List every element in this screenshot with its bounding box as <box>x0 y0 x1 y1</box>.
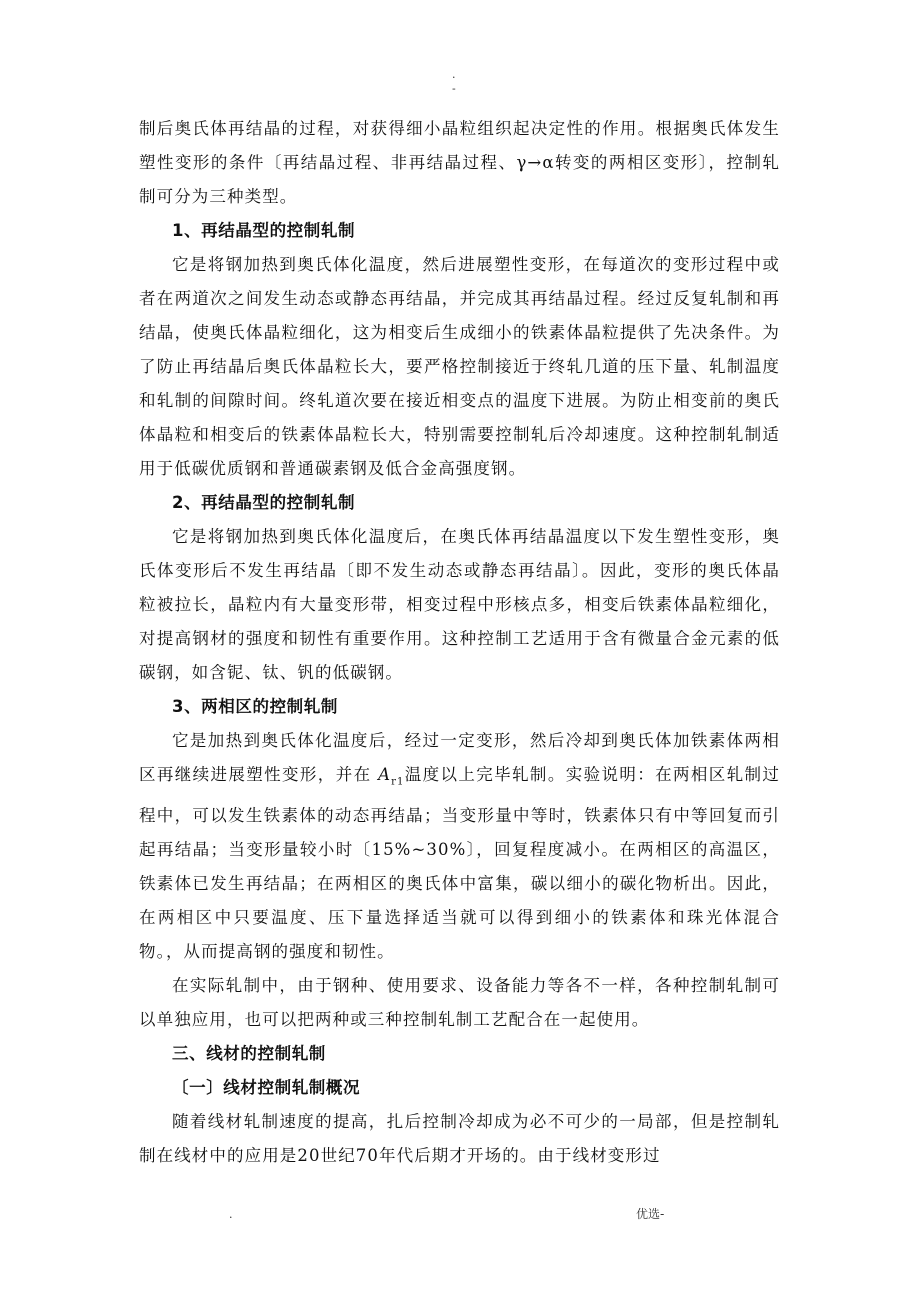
footer-dot: . <box>229 1208 233 1221</box>
header-dash: - <box>452 82 456 95</box>
heading-two-phase-region: 3、两相区的控制轧制 <box>172 697 338 716</box>
paragraph-two-phase-part-b: 温度以上完毕轧制。实验说明：在两相区轧制过程中，可以发生铁素体的动态再结晶；当变形量中等时，铁素体只有中等回复而引起再结晶；当变形量较小时〔15%~30%〕，回复程度减小。在两相区的高温区，铁素体已发生再结晶；在两相区的奥氏体中富集，碳以细小的碳化物析出。因此，在两相区中只要温度、压下量选择适当就可以得到细小的铁素体和珠光体混合物。，从而提高钢的强度和韧性。 <box>139 765 780 962</box>
page-header-mark <box>452 68 456 96</box>
document-body <box>139 112 780 1173</box>
paragraph-non-recrystallization-type: 它是将钢加热到奥氏体化温度后，在奥氏体再结晶温度以下发生塑性变形，奥氏体变形后不发生再结晶〔即不发生动态或静态再结晶〕。因此，变形的奥氏体晶粒被拉长，晶粒内有大量变形带，相变过程中形核点多，相变后铁素体晶粒细化，对提高钢材的强度和韧性有重要作用。这种控制工艺适用于含有微量合金元素的低碳钢，如含铌、钛、钒的低碳钢。 <box>139 527 780 682</box>
heading-recrystallization-type: 1、再结晶型的控制轧制 <box>172 221 356 240</box>
symbol-r1-subscript: r1 <box>391 776 405 788</box>
heading-wire-rod-control-rolling: 三、线材的控制轧制 <box>172 1044 326 1064</box>
heading-non-recrystallization-type: 2、再结晶型的控制轧制 <box>172 493 356 512</box>
paragraph-wire-rod-overview: 随着线材轧制速度的提高，扎后控制冷却成为必不可少的一局部，但是控制轧制在线材中的应用是20世纪70年代后期才开场的。由于线材变形过 <box>139 1112 780 1166</box>
paragraph-recrystallization-type: 它是将钢加热到奥氏体化温度，然后进展塑性变形，在每道次的变形过程中或者在两道次之间发生动态或静态再结晶，并完成其再结晶过程。经过反复轧制和再结晶，使奥氏体晶粒细化，这为相变后生成细小的铁素体晶粒提供了先决条件。为了防止再结晶后奥氏体晶粒长大，要严格控制接近于终轧几道的压下量、轧制温度和轧制的间隙时间。终轧道次要在接近相变点的温度下进展。为防止相变前的奥氏体晶粒和相变后的铁素体晶粒长大，特别需要控制轧后冷却速度。这种控制轧制适用于低碳优质钢和普通碳素钢及低合金高强度钢。 <box>139 255 780 478</box>
heading-wire-rod-overview: 〔一〕线材控制轧制概况 <box>172 1078 361 1098</box>
paragraph-intro: 制后奥氏体再结晶的过程，对获得细小晶粒组织起决定性的作用。根据奥氏体发生塑性变形的条件〔再结晶过程、非再结晶过程、γ→α转变的两相区变形〕，控制轧制可分为三种类型。 <box>139 119 780 206</box>
symbol-a: A <box>378 765 392 784</box>
footer-label: 优选- <box>636 1207 665 1221</box>
header-dot: . <box>452 68 456 81</box>
paragraph-two-phase-part-a: 它是加热到奥氏体化温度后，经过一定变形，然后冷却到奥氏体加铁素体两相区再继续进展塑性变形，并在 <box>139 731 780 784</box>
paragraph-two-phase-region <box>139 724 780 969</box>
paragraph-practical-rolling: 在实际轧制中，由于钢种、使用要求、设备能力等各不一样，各种控制轧制可以单独应用，也可以把两种或三种控制轧制工艺配合在一起使用。 <box>139 976 780 1030</box>
